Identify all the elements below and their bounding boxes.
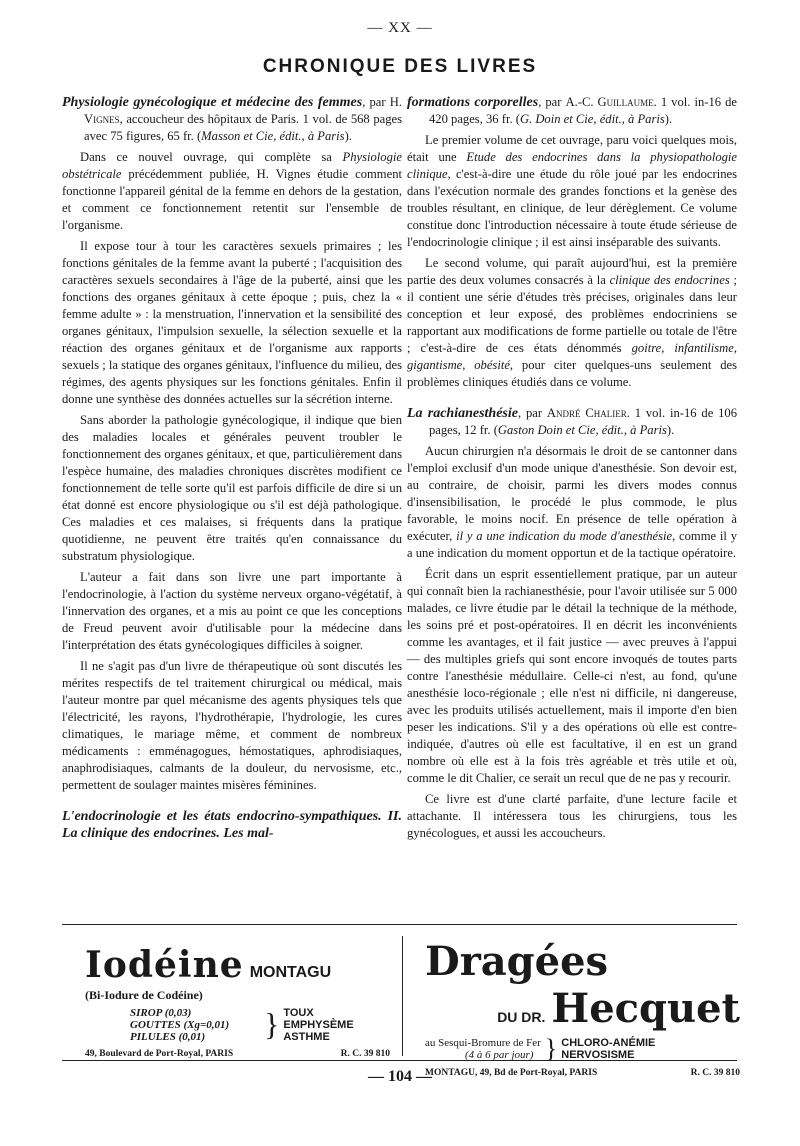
book-entry-endocrinologie [62, 808, 402, 842]
ad-forms: SIROP (0,03) GOUTTES (Xg=0,01) PILULES (0,01) } TOUX EMPHYSÈME ASTHME [130, 1006, 354, 1043]
brace-glyph: } [264, 1006, 280, 1042]
book-title: La rachianesthésie [407, 406, 518, 421]
ad-dragees-hecquet: Dragées DU DR. Hecquet au Sesqui-Bromure de Fer (4 à 6 par jour) } CHLORO-ANÉMIE NERVOSISME MONTAGU, 49, Bd de Port-Royal, PARIS R. C. 39 810 [425, 938, 740, 1078]
ad-code: R. C. 39 810 [340, 1049, 390, 1059]
book-author: A.-C. Guillaume [565, 95, 654, 109]
paragraph: L'auteur a fait dans son livre une part importante à l'endocrinologie, à l'action du système nerveux organo-végétatif, à l'innervation des organes, et a mis au point ce que les conceptions de Freud peuvent avoir d'utilisable pour la médecine dans l'interprétation des états gynécologiques difficiles à soigner. [62, 570, 402, 652]
ad-iodeine [85, 944, 390, 1059]
book-title: L'endocrinologie et les états endocrino-sympathiques. II. La clinique des endocrines. Les mal- [62, 809, 402, 841]
brace-glyph: } [544, 1034, 558, 1063]
book-author: André Chalier [546, 406, 627, 420]
ad-bottom-rule [62, 1060, 737, 1061]
paragraph: Il expose tour à tour les caractères sexuels primaires ; les fonctions génitales de la femme avant la puberté ; l'acquisition des caractères sexuels secondaires à l'âge de la puberté, ainsi que les fonctions des organes génitaux à cette époque ; puis, chez la « femme adulte » : la menstruation, l'innervation et la sensibilité des organes génitaux, l'impulsion sexuelle, la sélection sexuelle et la réaction des organes génitaux et de l'organisme aux rapports sexuels ; la statique des organes génitaux, l'influence du milieu, des régimes, des agents physiques sur les fonctions génitales. Enfin il donne une synthèse des données actuelles sur la sécrétion interne. [62, 239, 402, 406]
ad-maker: MONTAGU [249, 964, 332, 981]
page-title: CHRONIQUE DES LIVRES [262, 56, 538, 77]
ad-top-rule [62, 924, 737, 925]
left-column [62, 94, 402, 846]
paragraph: Dans ce nouvel ouvrage, qui complète sa Physiologie obstétricale précédemment publiée, H. Vignes étudie comment fonctionne l'appareil génital de la femme en dehors de la gestation, et comment ce fonctionnement retentit sur l'ensemble de l'organisme. [62, 150, 402, 232]
paragraph: Le premier volume de cet ouvrage, paru voici quelques mois, était une Etude des endocrines dans la physiopathologie clinique, c'est-à-dire une étude du rôle joué par les endocrines dans l'exécution normale des grandes fonctions et la genèse des troubles résultant, en clinique, de leur dérèglement. Ce volume constitue donc l'introduction nécessaire à toute étude sérieuse de l'endocrinologie clinique ; il est ainsi inséparable des suivants. [407, 133, 737, 249]
ad-brand-name: Hecquet [551, 985, 740, 1032]
ad-address: 49, Boulevard de Port-Royal, PARIS [85, 1049, 234, 1059]
page-number: — 104 — [368, 1068, 432, 1085]
ad-divider [402, 936, 403, 1056]
ad-code: R. C. 39 810 [690, 1068, 740, 1078]
ad-brand: Iodéine [85, 944, 244, 986]
paragraph: Aucun chirurgien n'a désormais le droit de se cantonner dans l'emploi exclusif d'un mode unique d'anesthésie. Son devoir est, au contraire, de choisir, parmi les divers modes connus d'insensibilisation, le procédé le plus commode, le plus favorable, le moins nocif. En présence de telle opération à exécuter, il y a une indication du mode d'anesthésie, comme il y a une indication du moment opportun et de la tactique opératoire. [407, 444, 737, 560]
book-title: Physiologie gynécologique et médecine des femmes [62, 95, 363, 110]
paragraph: Il ne s'agit pas d'un livre de thérapeutique où sont discutés les mérites respectifs de tel traitement chirurgical ou médical, mais l'auteur montre par quel mécanisme des agents physiques tels que l'électricité, les rayons, l'hydrothérapie, l'hydrologie, les cures climatiques, le mariage même, et comment de nombreux médicaments : emménagogues, hémostatiques, aphrodisiaques, anaphrodisiaques, calmants de la douleur, du nervosisme, etc., permettent de soulager maintes misères féminines. [62, 659, 402, 792]
right-column [407, 94, 737, 846]
paragraph: Sans aborder la pathologie gynécologique, il indique que bien des maladies locales et générales peuvent troubler le fonctionnement des organes génitaux, et que, particulièrement dans l'espèce humaine, des maladies chroniques discrètes modifient ce fonctionnement de telle sorte qu'il est parfois difficile de dire si un état donné est encore physiologique ou s'il est déjà pathologique. Ces maladies et ces malaises, si fréquents dans la pratique quotidienne, ne peuvent être traités qu'en connaissance du substratum physiologique. [62, 413, 402, 563]
book-entry-endocrinologie-cont: formations corporelles, par A.-C. Guillaume. 1 vol. in-16 de 420 pages, 36 fr. (G. Doin et Cie, édit., à Paris). [407, 95, 737, 126]
ad-brand: Dragées [425, 938, 609, 985]
book-entry-physiologie: Physiologie gynécologique et médecine des femmes, par H. Vignes, accoucheur des hôpitaux de Paris. 1 vol. de 568 pages avec 75 figures, 65 fr. (Masson et Cie, édit., à Paris). [62, 95, 402, 143]
ad-address: MONTAGU, 49, Bd de Port-Royal, PARIS [425, 1068, 598, 1078]
book-entry-rachianesthesie: La rachianesthésie, par André Chalier. 1 vol. in-16 de 106 pages, 12 fr. (Gaston Doin et Cie, édit., à Paris). [407, 406, 738, 437]
page-roman-numeral: — XX — [367, 20, 433, 36]
ad-subtitle: (Bi-Iodure de Codéine) [85, 988, 203, 1002]
paragraph: Ce livre est d'une clarté parfaite, d'une lecture facile et attachante. Il intéressera tous les chirurgiens, tous les gynécologues, et aussi les accoucheurs. [407, 792, 737, 840]
paragraph: Écrit dans un esprit essentiellement pratique, par un auteur qui connaît bien la rachianesthésie, pour l'avoir utilisée sur 5 000 malades, ce livre étudie par le détail la technique de la méthode, les soins pré et post-opératoires. Il en décrit les inconvénients comme les avantages, et il fait justice — avec preuves à l'appui — des multiples griefs qui sont encore invoqués de toutes parts contre l'anesthésie médullaire. Celle-ci n'est, au fond, qu'une anesthésie loco-régionale ; elle n'est ni difficile, ni dangereuse, avec les produits utilisés actuellement, mais il importe d'en bien peser les indications. S'il y a des opérations où elle est contre-indiquée, d'autres où elle est facultative, il en est un grand nombre où elle est à la fois très agréable et très utile et où, comme le dit Chalier, ce serait un recul que de ne pas y recourir. [407, 567, 737, 785]
paragraph: Le second volume, qui paraît aujourd'hui, est la première partie des deux volumes consacrés à la clinique des endocrines ; il contient une série d'études très précises, originales dans leur conception et leur exposé, des problèmes endocriniens se rapportant aux modifications de forme partielle ou totale de l'être ; c'est-à-dire de ces états dénommés goitre, infantilisme, gigantisme, obésité, pour citer quelques-uns seulement des problèmes cliniques étudiés dans ce volume. [407, 256, 738, 389]
book-author: H. Vignes [84, 95, 402, 126]
